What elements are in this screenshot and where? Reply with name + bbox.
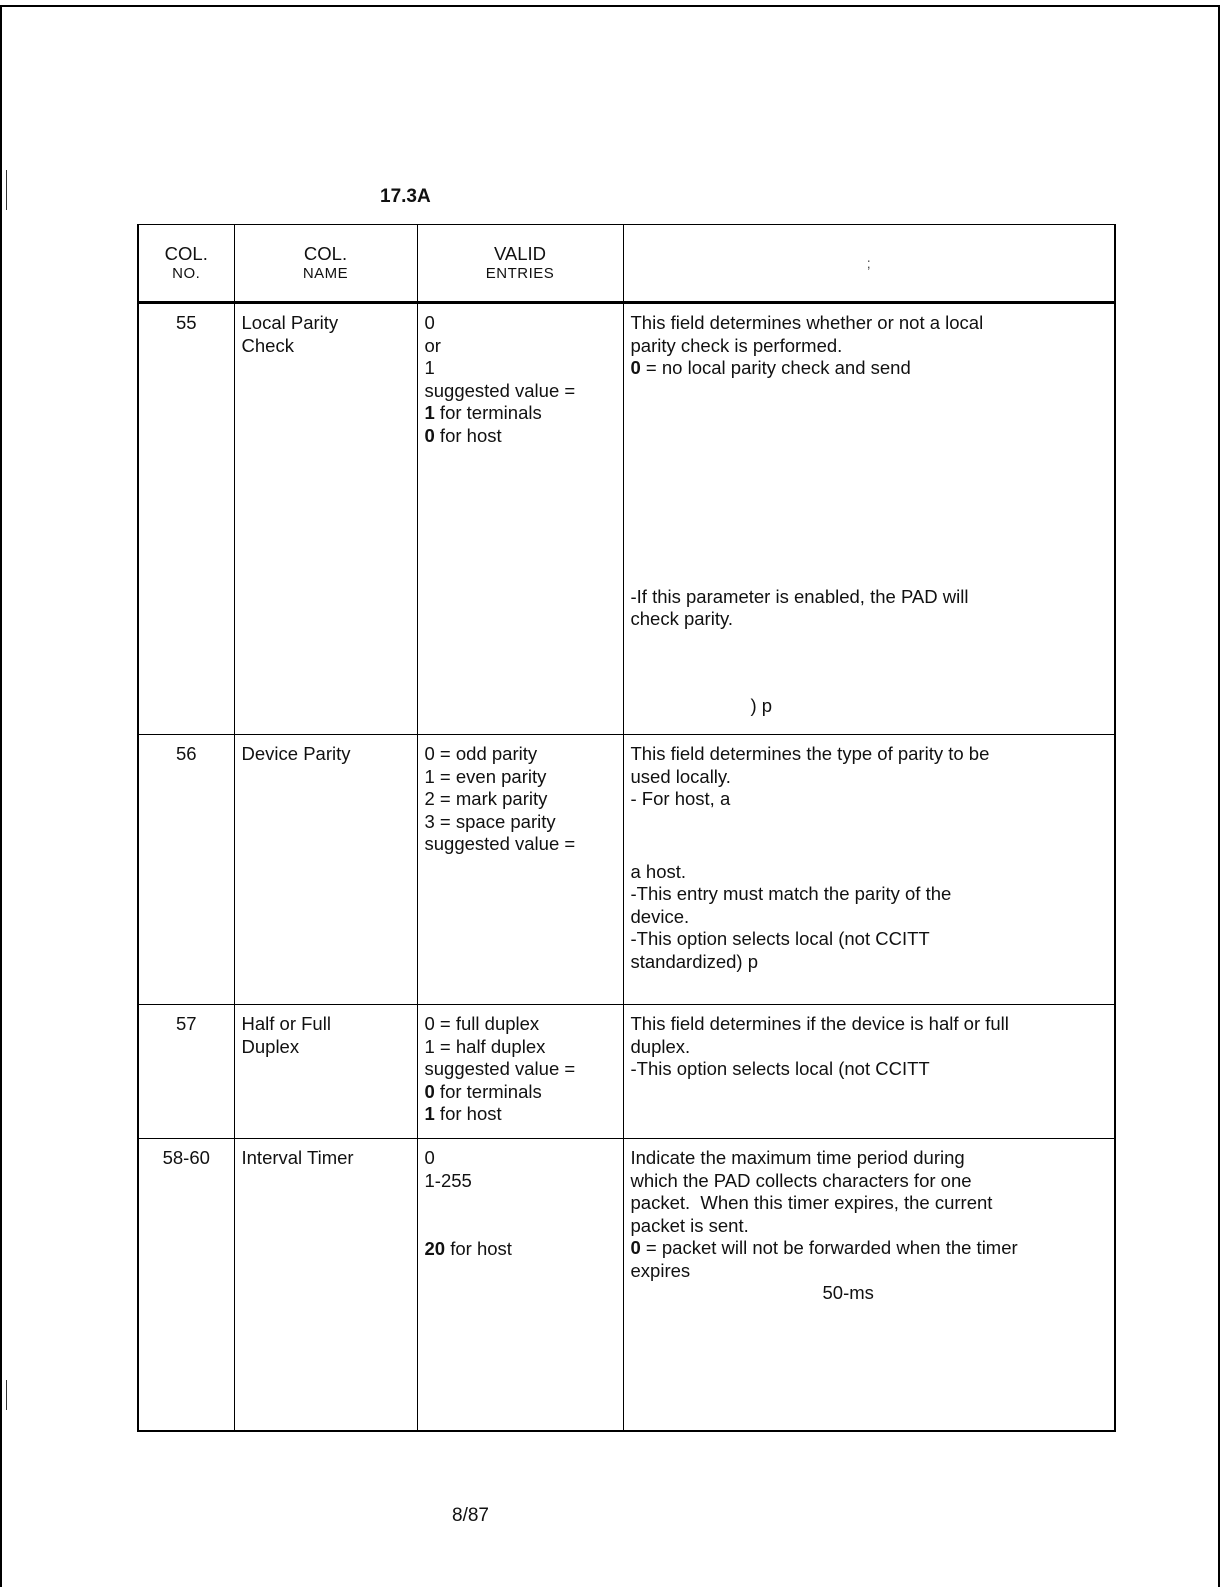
header-col-no: COL. NO. — [138, 225, 234, 303]
margin-mark — [6, 170, 7, 210]
table-header-row — [138, 225, 1115, 303]
description-cell: This field determines if the device is half or full duplex. -This option selects local (not CCITT — [623, 1005, 1115, 1139]
margin-mark — [6, 1380, 7, 1410]
valid-entries-cell: 0 or 1 suggested value = 1 for terminals 0 for host — [417, 303, 623, 735]
valid-entries-cell: 0 1-255 20 for host — [417, 1139, 623, 1432]
col-name-cell: Half or Full Duplex — [234, 1005, 417, 1139]
description-cell: This field determines whether or not a local parity check is performed. 0 = no local parity check and send -If this parameter is enabled, the PAD will check parity. ) p — [623, 303, 1115, 735]
header-description: ; — [623, 225, 1115, 303]
table-row — [138, 303, 1115, 735]
header-col-name: COL. NAME — [234, 225, 417, 303]
table-row — [138, 735, 1115, 1005]
parameter-table — [137, 224, 1116, 1432]
page-border-left — [0, 5, 2, 1587]
table-row — [138, 1005, 1115, 1139]
col-name-cell: Device Parity — [234, 735, 417, 1005]
description-cell: Indicate the maximum time period during which the PAD collects characters for one packet. When this timer expires, the current packet is sent. 0 = packet will not be forwarded when the timer expires 50-ms — [623, 1139, 1115, 1432]
description-cell: This field determines the type of parity to be used locally. - For host, a a host. -This entry must match the parity of the device. -This option selects local (not CCITT standardized) p — [623, 735, 1115, 1005]
valid-entries-cell: 0 = odd parity 1 = even parity 2 = mark parity 3 = space parity suggested value = — [417, 735, 623, 1005]
col-name-cell: Local Parity Check — [234, 303, 417, 735]
header-valid-entries: VALID ENTRIES — [417, 225, 623, 303]
page-border-top — [0, 5, 1220, 7]
valid-entries-cell: 0 = full duplex 1 = half duplex suggested value = 0 for terminals 1 for host — [417, 1005, 623, 1139]
section-title: 17.3A — [380, 186, 431, 207]
table-row — [138, 1139, 1115, 1432]
col-no-cell: 55 — [138, 303, 234, 735]
col-no-cell: 57 — [138, 1005, 234, 1139]
page-border-right — [1218, 5, 1220, 1587]
page-footer: 8/87 — [452, 1505, 489, 1526]
col-no-cell: 56 — [138, 735, 234, 1005]
col-no-cell: 58-60 — [138, 1139, 234, 1432]
col-name-cell: Interval Timer — [234, 1139, 417, 1432]
